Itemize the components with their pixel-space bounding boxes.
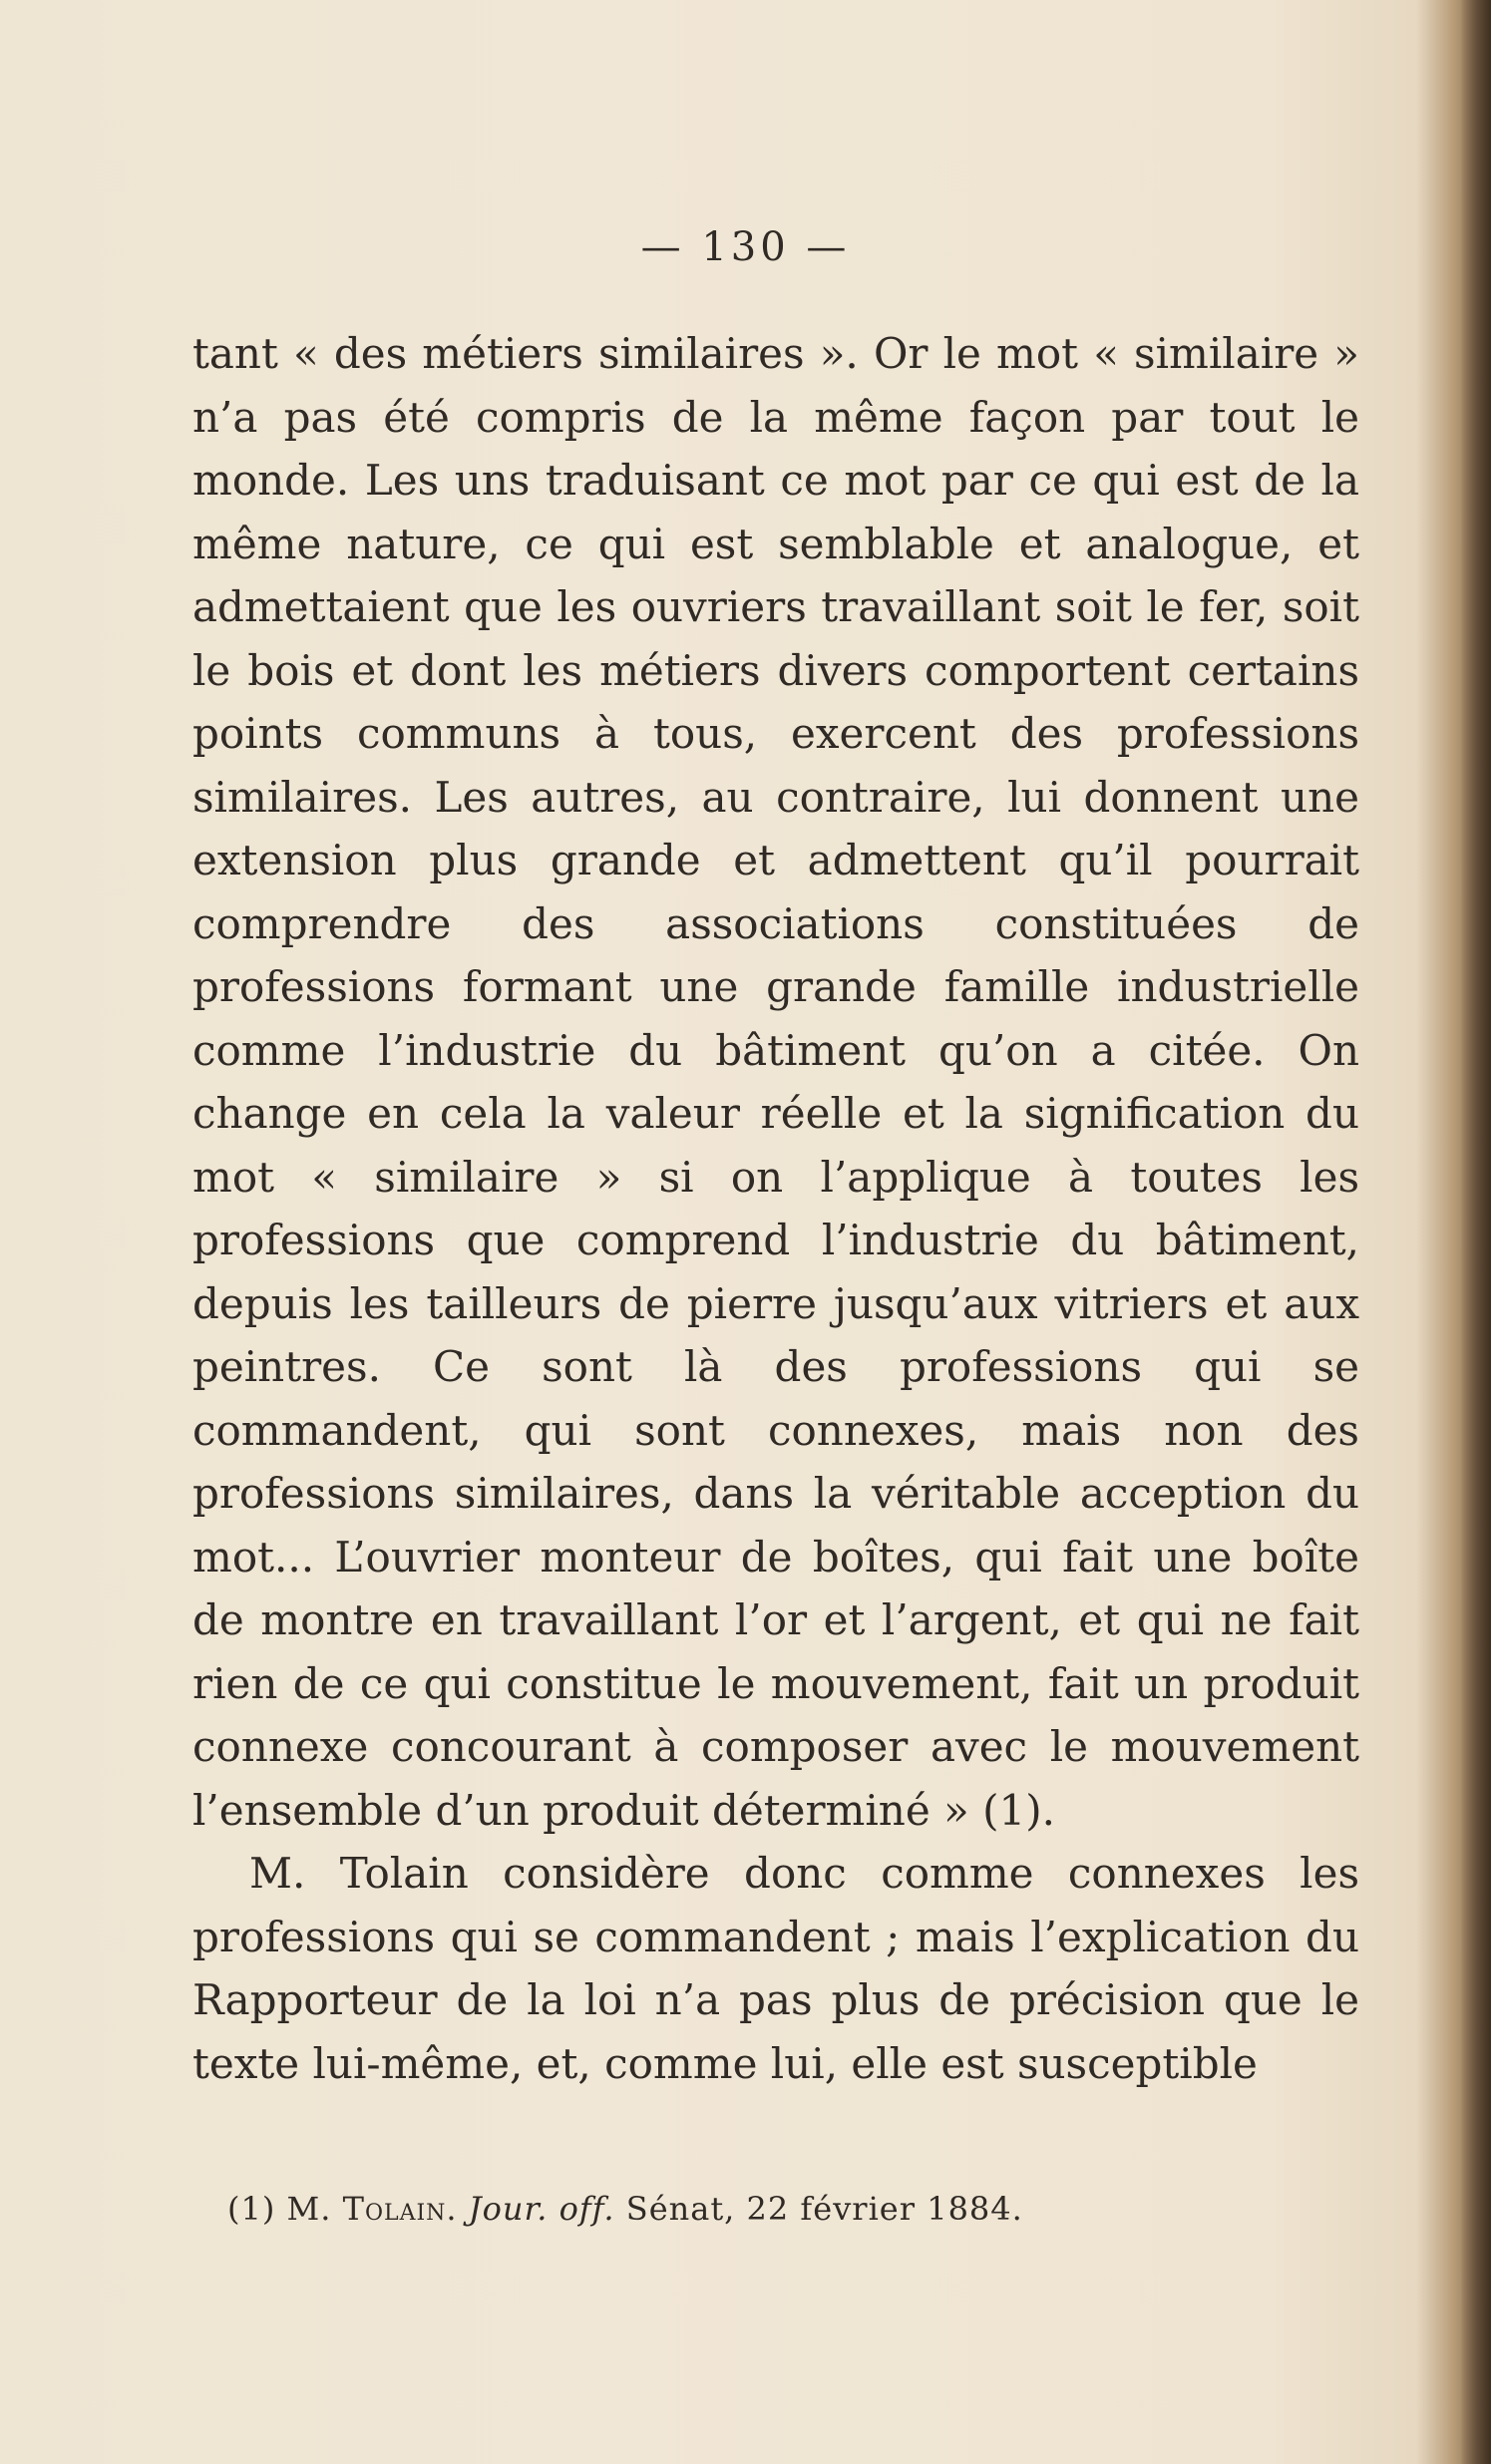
footnote [227, 2190, 1023, 2228]
paragraph-1: tant « des métiers similaires ». Or le mot « similaire » n’a pas été compris de la même façon par tout le monde. Les uns traduisant ce mot par ce qui est de la même nature, ce qui est semblable et analogue, et admettaient que les ouvriers travaillant soit le fer, soit le bois et dont les métiers divers comportent certains points communs à tous, exercent des professions similaires. Les autres, au contraire, lui donnent une extension plus grande et admettent qu’il pourrait comprendre des associations constituées de professions formant une grande famille industrielle comme l’industrie du bâtiment qu’on a citée. On change en cela la valeur réelle et la signification du mot « similaire » si on l’applique à toutes les professions que comprend l’industrie du bâtiment, depuis les tailleurs de pierre jusqu’aux vitriers et aux peintres. Ce sont là des professions qui se commandent, qui sont connexes, mais non des professions similaires, dans la véritable acception du mot... L’ouvrier monteur de boîtes, qui fait une boîte de montre en travaillant l’or et l’argent, et qui ne fait rien de ce qui constitue le mouvement, fait un produit connexe concourant à composer avec le mouvement l’ensemble d’un produit déterminé » (1). [192, 329, 1359, 1835]
body-text [192, 322, 1359, 2117]
paragraph-2: M. Tolain considère donc comme connexes les professions qui se commandent ; mais l’explication du Rapporteur de la loi n’a pas plus de précision que le texte lui-même, et, comme lui, elle est susceptible [192, 1849, 1359, 2088]
footnote-author: Tolain. [342, 2190, 458, 2228]
page-number-header: — 130 — [640, 224, 851, 270]
footnote-journal: Jour. off. [468, 2190, 615, 2228]
page-edge-shadow [1461, 0, 1491, 2464]
footnote-marker: (1) [227, 2190, 276, 2228]
footnote-prefix: M. [286, 2190, 332, 2228]
footnote-rest: Sénat, 22 février 1884. [625, 2190, 1023, 2228]
